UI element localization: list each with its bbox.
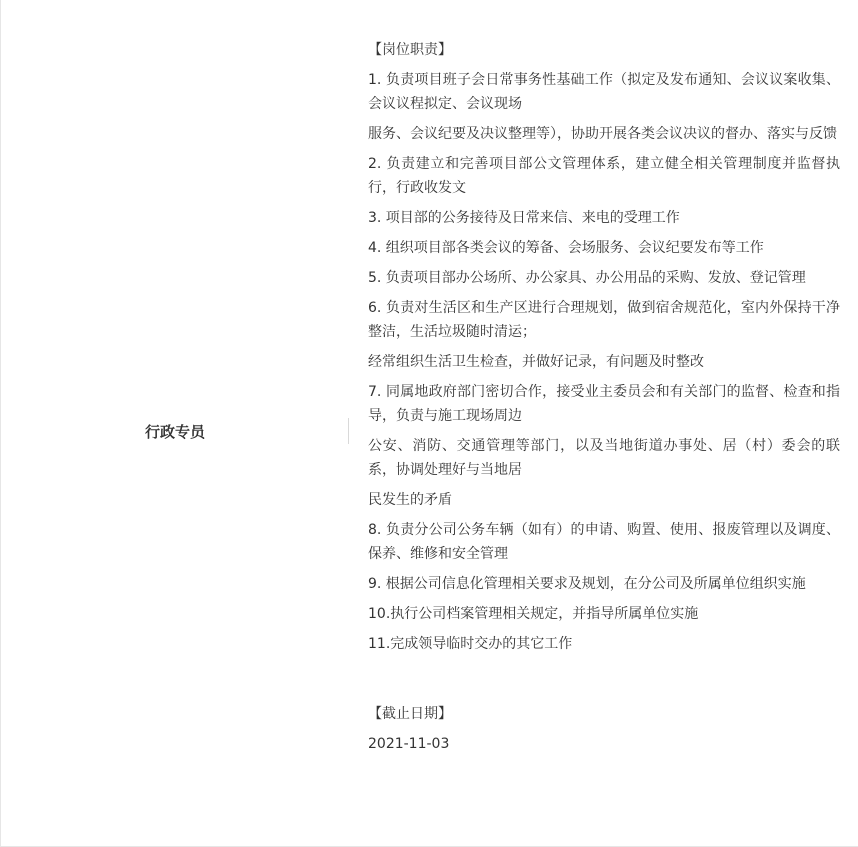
duty-item: 民发生的矛盾 [368,492,452,508]
duty-item: 6. 负责对生活区和生产区进行合理规划，做到宿舍规范化，室内外保持干净整洁，生活垃圾随时清运； [368,300,840,340]
position-title: 行政专员 [144,423,205,441]
deadline-heading: 【截止日期】 [368,706,452,722]
duty-item: 1. 负责项目班子会日常事务性基础工作（拟定及发布通知、会议议案收集、会议议程拟定、会议现场 [368,72,840,112]
duty-item: 3. 项目部的公务接待及日常来信、来电的受理工作 [368,210,680,226]
duty-item: 5. 负责项目部办公场所、办公家具、办公用品的采购、发放、登记管理 [368,270,806,286]
duties-heading: 【岗位职责】 [368,42,452,58]
duty-item: 服务、会议纪要及决议整理等），协助开展各类会议决议的督办、落实与反馈 [368,126,837,142]
duty-item: 2. 负责建立和完善项目部公文管理体系，建立健全相关管理制度并监督执行，行政收发文 [368,156,840,196]
duty-item: 7. 同属地政府部门密切合作，接受业主委员会和有关部门的监督、检查和指导，负责与施工现场周边 [368,384,840,424]
duty-item: 10.执行公司档案管理相关规定，并指导所属单位实施 [368,606,699,622]
duty-item: 9. 根据公司信息化管理相关要求及规划，在分公司及所属单位组织实施 [368,576,806,592]
column-divider [348,418,349,444]
duties-list [368,68,840,656]
deadline-date: 2021-11-03 [368,736,450,752]
duty-item: 经常组织生活卫生检查，并做好记录，有问题及时整改 [368,354,704,370]
duty-item: 8. 负责分公司公务车辆（如有）的申请、购置、使用、报废管理以及调度、保养、维修和安全管理 [368,522,840,562]
position-cell [1,0,349,847]
duty-item: 11.完成领导临时交办的其它工作 [368,636,573,652]
details-cell [368,38,840,756]
duty-item: 公安、消防、交通管理等部门，以及当地街道办事处、居（村）委会的联系，协调处理好与当地居 [368,438,840,478]
duty-item: 4. 组织项目部各类会议的筹备、会场服务、会议纪要发布等工作 [368,240,764,256]
